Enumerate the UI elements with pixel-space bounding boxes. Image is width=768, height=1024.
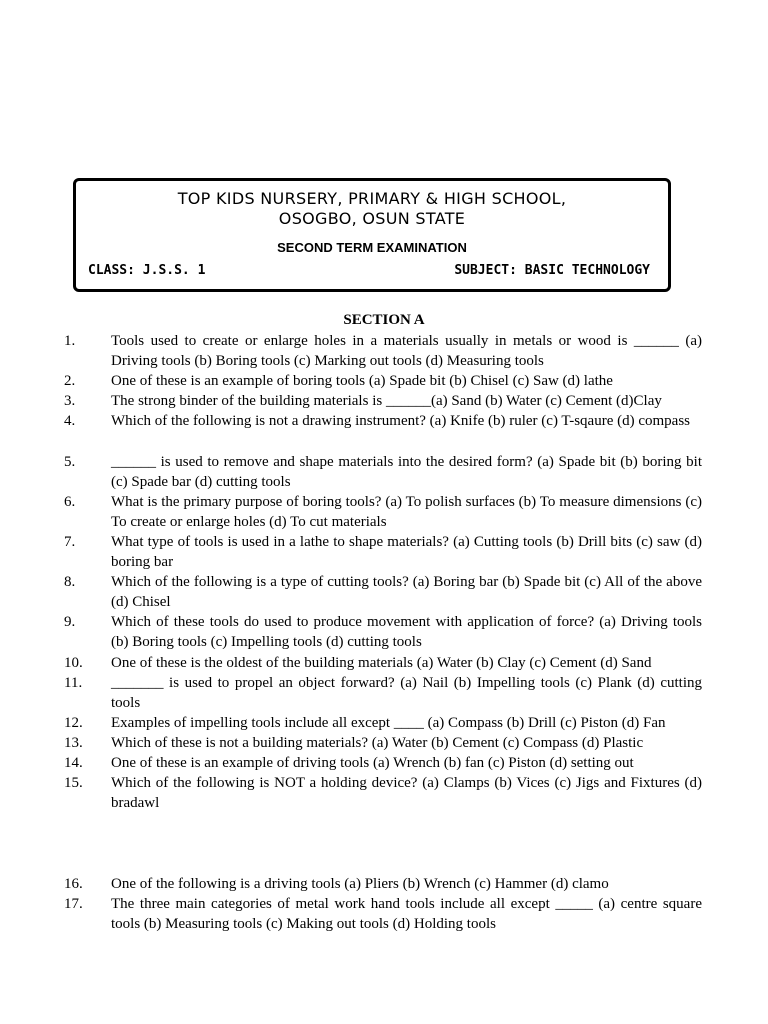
question-number: 2. — [64, 373, 76, 389]
school-name: TOP KIDS NURSERY, PRIMARY & HIGH SCHOOL, — [177, 189, 567, 208]
question-number: 5. — [64, 454, 76, 470]
question-text: Which of these is not a building materials? (a) Water (b) Cement (c) Compass (d) Plastic — [111, 735, 644, 751]
question-text: ______ is used to remove and shape materials into the desired form? (a) Spade bit (b) boring bit (c) Spade bar (d) cutting tools — [111, 454, 702, 491]
question-text: _______ is used to propel an object forward? (a) Nail (b) Impelling tools (c) Plank (d) cutting tools — [111, 675, 702, 712]
question-text: The three main categories of metal work hand tools include all except _____ (a) centre square tools (b) Measuring tools (c) Making out tools (d) Holding tools — [111, 896, 702, 933]
question-number: 4. — [64, 413, 76, 429]
question-number: 3. — [64, 393, 76, 409]
exam-title: SECOND TERM EXAMINATION — [277, 240, 467, 255]
question-number: 13. — [64, 735, 83, 751]
question-number: 6. — [64, 494, 76, 510]
question-text: Which of the following is not a drawing instrument? (a) Knife (b) ruler (c) T-sqaure (d) compass — [111, 413, 690, 429]
question-number: 14. — [64, 755, 83, 771]
question-number: 17. — [64, 896, 83, 912]
question-text: Which of the following is a type of cutting tools? (a) Boring bar (b) Spade bit (c) All of the above (d) Chisel — [111, 574, 702, 611]
question-number: 9. — [64, 614, 76, 630]
question-text: What type of tools is used in a lathe to shape materials? (a) Cutting tools (b) Drill bits (c) saw (d) boring bar — [111, 534, 702, 571]
question-text: The strong binder of the building materials is ______(a) Sand (b) Water (c) Cement (d)Clay — [111, 393, 662, 409]
class-label: CLASS: J.S.S. 1 — [88, 263, 206, 278]
question-text: Examples of impelling tools include all except ____ (a) Compass (b) Drill (c) Piston (d) Fan — [111, 715, 666, 731]
school-location: OSOGBO, OSUN STATE — [278, 209, 466, 228]
question-text: Tools used to create or enlarge holes in a materials usually in metals or wood is ______ (a) Driving tools (b) Boring tools (c) Marking out tools (d) Measuring tools — [111, 333, 702, 370]
section-title: SECTION A — [343, 312, 425, 328]
question-number: 11. — [64, 675, 83, 691]
question-text: One of these is an example of driving tools (a) Wrench (b) fan (c) Piston (d) setting out — [111, 755, 634, 771]
exam-header-box — [73, 178, 671, 292]
question-number: 10. — [64, 655, 83, 671]
question-text: One of the following is a driving tools (a) Pliers (b) Wrench (c) Hammer (d) clamo — [111, 876, 609, 892]
question-number: 16. — [64, 876, 83, 892]
question-text: One of these is the oldest of the building materials (a) Water (b) Clay (c) Cement (d) Sand — [111, 655, 652, 671]
question-text: One of these is an example of boring tools (a) Spade bit (b) Chisel (c) Saw (d) lathe — [111, 373, 613, 389]
question-text: Which of these tools do used to produce movement with application of force? (a) Driving tools (b) Boring tools (c) Impelling tools (d) cutting tools — [111, 614, 702, 651]
question-number: 12. — [64, 715, 83, 731]
question-number: 8. — [64, 574, 76, 590]
question-number: 7. — [64, 534, 76, 550]
subject-label: SUBJECT: BASIC TECHNOLOGY — [454, 263, 650, 278]
question-text: Which of the following is NOT a holding device? (a) Clamps (b) Vices (c) Jigs and Fixtures (d) bradawl — [111, 775, 702, 812]
question-text: What is the primary purpose of boring tools? (a) To polish surfaces (b) To measure dimensions (c) To create or enlarge holes (d) To cut materials — [111, 494, 702, 531]
question-number: 15. — [64, 775, 83, 791]
question-number: 1. — [64, 333, 76, 349]
